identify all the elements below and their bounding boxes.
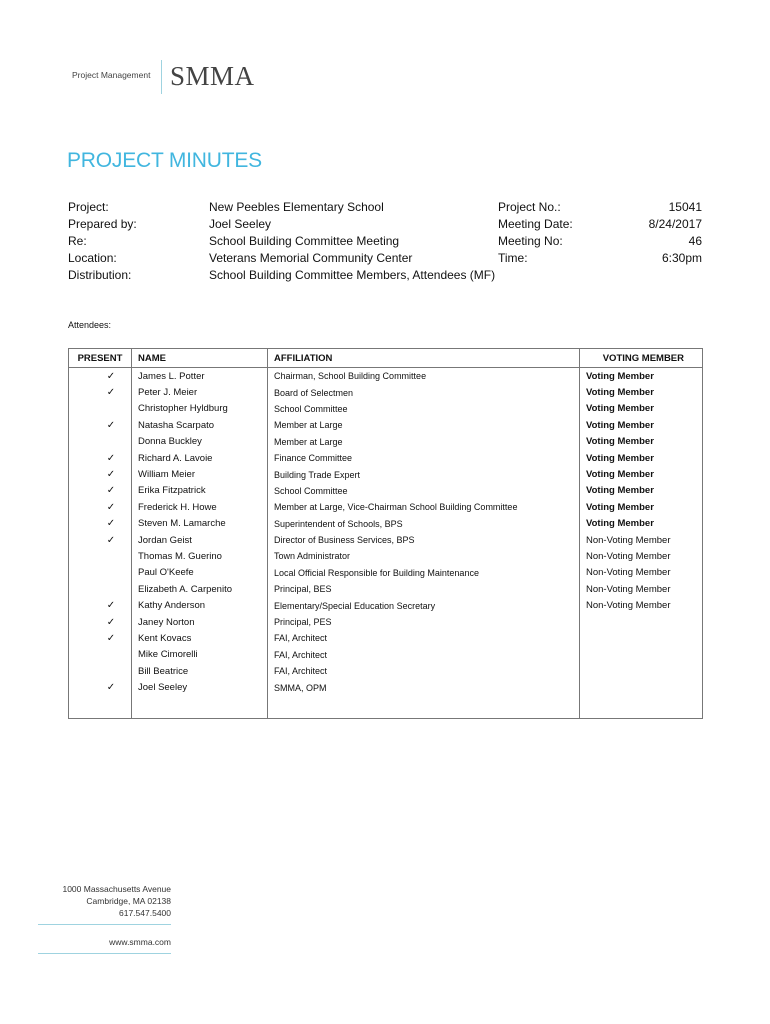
voting-cell: Non-Voting Member bbox=[580, 532, 703, 548]
present-cell bbox=[69, 483, 132, 499]
voting-cell bbox=[580, 663, 703, 679]
affiliation-cell: Member at Large, Vice-Chairman School Building Committee bbox=[268, 499, 580, 515]
table-row bbox=[69, 663, 703, 679]
name-cell: James L. Potter bbox=[132, 368, 268, 385]
table-row bbox=[69, 384, 703, 400]
name-cell: Richard A. Lavoie bbox=[132, 450, 268, 466]
voting-cell: Voting Member bbox=[580, 401, 703, 417]
label-meeting-no: Meeting No: bbox=[498, 234, 563, 248]
label-project-no: Project No.: bbox=[498, 200, 561, 214]
value-distribution: School Building Committee Members, Attendees (MF) bbox=[209, 268, 496, 282]
affiliation-cell: Principal, PES bbox=[268, 614, 580, 630]
voting-cell: Non-Voting Member bbox=[580, 548, 703, 564]
name-cell: Elizabeth A. Carpenito bbox=[132, 581, 268, 597]
name-cell: Jordan Geist bbox=[132, 532, 268, 548]
info-right-values bbox=[560, 199, 702, 267]
checkmark-icon: ✓ bbox=[106, 616, 116, 628]
header-voting-member: VOTING MEMBER bbox=[580, 349, 703, 368]
table-row bbox=[69, 483, 703, 499]
checkmark-icon: ✓ bbox=[106, 370, 116, 382]
affiliation-cell: Member at Large bbox=[268, 417, 580, 433]
voting-cell: Voting Member bbox=[580, 499, 703, 515]
checkmark-icon bbox=[89, 701, 111, 712]
voting-cell: Voting Member bbox=[580, 466, 703, 482]
table-row bbox=[69, 581, 703, 597]
checkmark-icon: ✓ bbox=[106, 469, 116, 481]
attendees-label: Attendees: bbox=[68, 320, 112, 330]
value-re: School Building Committee Meeting bbox=[209, 234, 400, 248]
name-cell: Paul O'Keefe bbox=[132, 565, 268, 581]
table-row bbox=[69, 597, 703, 613]
present-cell bbox=[69, 450, 132, 466]
affiliation-cell: FAI, Architect bbox=[268, 630, 580, 646]
value-prepared-by: Joel Seeley bbox=[209, 217, 272, 231]
table-row bbox=[69, 696, 703, 719]
footer-address-line2: Cambridge, MA 02138 bbox=[86, 896, 171, 906]
present-cell bbox=[69, 384, 132, 400]
voting-cell: Non-Voting Member bbox=[580, 581, 703, 597]
table-row bbox=[69, 434, 703, 450]
checkmark-icon bbox=[89, 649, 111, 660]
affiliation-cell: Superintendent of Schools, BPS bbox=[268, 516, 580, 532]
label-meeting-date: Meeting Date: bbox=[498, 217, 573, 231]
table-row bbox=[69, 368, 703, 385]
affiliation-cell: Town Administrator bbox=[268, 548, 580, 564]
checkmark-icon: ✓ bbox=[106, 419, 116, 431]
name-cell: Bill Beatrice bbox=[132, 663, 268, 679]
voting-cell: Voting Member bbox=[580, 450, 703, 466]
checkmark-icon bbox=[89, 551, 111, 562]
present-cell bbox=[69, 696, 132, 719]
table-row bbox=[69, 450, 703, 466]
present-cell bbox=[69, 434, 132, 450]
name-cell: Thomas M. Guerino bbox=[132, 548, 268, 564]
voting-cell: Voting Member bbox=[580, 384, 703, 400]
voting-cell: Voting Member bbox=[580, 434, 703, 450]
attendees-table bbox=[68, 348, 703, 719]
voting-cell bbox=[580, 696, 703, 719]
present-cell bbox=[69, 647, 132, 663]
affiliation-cell: Finance Committee bbox=[268, 450, 580, 466]
affiliation-cell: School Committee bbox=[268, 483, 580, 499]
affiliation-cell: Building Trade Expert bbox=[268, 466, 580, 482]
checkmark-icon bbox=[89, 403, 111, 414]
info-labels bbox=[68, 199, 137, 284]
header-present: PRESENT bbox=[69, 349, 132, 368]
name-cell: Joel Seeley bbox=[132, 679, 268, 695]
affiliation-cell bbox=[268, 696, 580, 719]
present-cell bbox=[69, 630, 132, 646]
info-values bbox=[209, 199, 495, 284]
table-row bbox=[69, 630, 703, 646]
checkmark-icon: ✓ bbox=[106, 387, 116, 399]
checkmark-icon bbox=[89, 666, 111, 677]
affiliation-cell: Local Official Responsible for Building Maintenance bbox=[268, 565, 580, 581]
name-cell: Natasha Scarpato bbox=[132, 417, 268, 433]
table-row bbox=[69, 466, 703, 482]
voting-cell bbox=[580, 647, 703, 663]
present-cell bbox=[69, 532, 132, 548]
footer-phone: 617.547.5400 bbox=[119, 908, 171, 918]
present-cell bbox=[69, 499, 132, 515]
checkmark-icon: ✓ bbox=[106, 518, 116, 530]
affiliation-cell: Director of Business Services, BPS bbox=[268, 532, 580, 548]
name-cell bbox=[132, 696, 268, 719]
voting-cell bbox=[580, 679, 703, 695]
header-name: NAME bbox=[132, 349, 268, 368]
value-time: 6:30pm bbox=[661, 251, 702, 265]
present-cell bbox=[69, 679, 132, 695]
table-row bbox=[69, 548, 703, 564]
name-cell: Mike Cimorelli bbox=[132, 647, 268, 663]
affiliation-cell: School Committee bbox=[268, 401, 580, 417]
name-cell: Steven M. Lamarche bbox=[132, 516, 268, 532]
footer-divider-top bbox=[38, 924, 171, 925]
present-cell bbox=[69, 597, 132, 613]
name-cell: Donna Buckley bbox=[132, 434, 268, 450]
table-row bbox=[69, 516, 703, 532]
voting-cell: Non-Voting Member bbox=[580, 565, 703, 581]
name-cell: Janey Norton bbox=[132, 614, 268, 630]
affiliation-cell: Member at Large bbox=[268, 434, 580, 450]
value-location: Veterans Memorial Community Center bbox=[209, 251, 413, 265]
table-row bbox=[69, 614, 703, 630]
table-row bbox=[69, 532, 703, 548]
name-cell: Peter J. Meier bbox=[132, 384, 268, 400]
checkmark-icon: ✓ bbox=[106, 682, 116, 694]
header-affiliation: AFFILIATION bbox=[268, 349, 580, 368]
name-cell: Frederick H. Howe bbox=[132, 499, 268, 515]
affiliation-cell: FAI, Architect bbox=[268, 663, 580, 679]
name-cell: Kathy Anderson bbox=[132, 597, 268, 613]
attendees-table-body bbox=[69, 368, 703, 719]
checkmark-icon bbox=[89, 436, 111, 447]
value-project-no: 15041 bbox=[668, 200, 702, 214]
table-row bbox=[69, 499, 703, 515]
table-row bbox=[69, 647, 703, 663]
label-re: Re: bbox=[68, 234, 87, 248]
checkmark-icon: ✓ bbox=[106, 485, 116, 497]
department-label: Project Management bbox=[72, 70, 151, 80]
company-logo: SMMA bbox=[170, 61, 255, 91]
affiliation-cell: Board of Selectmen bbox=[268, 384, 580, 400]
label-time: Time: bbox=[498, 251, 528, 265]
present-cell bbox=[69, 581, 132, 597]
table-header-row bbox=[69, 349, 703, 368]
value-project: New Peebles Elementary School bbox=[209, 200, 384, 214]
footer-address-line1: 1000 Massachusetts Avenue bbox=[62, 884, 171, 894]
name-cell: William Meier bbox=[132, 466, 268, 482]
checkmark-icon: ✓ bbox=[106, 600, 116, 612]
label-prepared-by: Prepared by: bbox=[68, 217, 137, 231]
footer-divider-bottom bbox=[38, 953, 171, 954]
checkmark-icon: ✓ bbox=[106, 501, 116, 513]
present-cell bbox=[69, 663, 132, 679]
affiliation-cell: Chairman, School Building Committee bbox=[268, 368, 580, 385]
affiliation-cell: Principal, BES bbox=[268, 581, 580, 597]
value-meeting-no: 46 bbox=[688, 234, 702, 248]
checkmark-icon: ✓ bbox=[106, 452, 116, 464]
voting-cell bbox=[580, 630, 703, 646]
present-cell bbox=[69, 548, 132, 564]
present-cell bbox=[69, 565, 132, 581]
present-cell bbox=[69, 466, 132, 482]
label-location: Location: bbox=[68, 251, 117, 265]
label-project: Project: bbox=[68, 200, 109, 214]
present-cell bbox=[69, 516, 132, 532]
checkmark-icon: ✓ bbox=[106, 632, 116, 644]
name-cell: Kent Kovacs bbox=[132, 630, 268, 646]
affiliation-cell: Elementary/Special Education Secretary bbox=[268, 597, 580, 613]
table-row bbox=[69, 417, 703, 433]
checkmark-icon: ✓ bbox=[106, 534, 116, 546]
present-cell bbox=[69, 401, 132, 417]
present-cell bbox=[69, 417, 132, 433]
present-cell bbox=[69, 368, 132, 385]
voting-cell: Voting Member bbox=[580, 516, 703, 532]
voting-cell bbox=[580, 614, 703, 630]
voting-cell: Voting Member bbox=[580, 417, 703, 433]
name-cell: Erika Fitzpatrick bbox=[132, 483, 268, 499]
voting-cell: Voting Member bbox=[580, 368, 703, 385]
value-meeting-date: 8/24/2017 bbox=[648, 217, 702, 231]
voting-cell: Non-Voting Member bbox=[580, 597, 703, 613]
checkmark-icon bbox=[89, 567, 111, 578]
table-row bbox=[69, 565, 703, 581]
page-title: PROJECT MINUTES bbox=[67, 149, 262, 172]
voting-cell: Voting Member bbox=[580, 483, 703, 499]
affiliation-cell: SMMA, OPM bbox=[268, 679, 580, 695]
footer-website[interactable]: www.smma.com bbox=[109, 937, 171, 947]
table-row bbox=[69, 679, 703, 695]
label-distribution: Distribution: bbox=[68, 268, 132, 282]
affiliation-cell: FAI, Architect bbox=[268, 647, 580, 663]
present-cell bbox=[69, 614, 132, 630]
header-divider bbox=[161, 60, 162, 94]
checkmark-icon bbox=[89, 584, 111, 595]
table-row bbox=[69, 401, 703, 417]
name-cell: Christopher Hyldburg bbox=[132, 401, 268, 417]
